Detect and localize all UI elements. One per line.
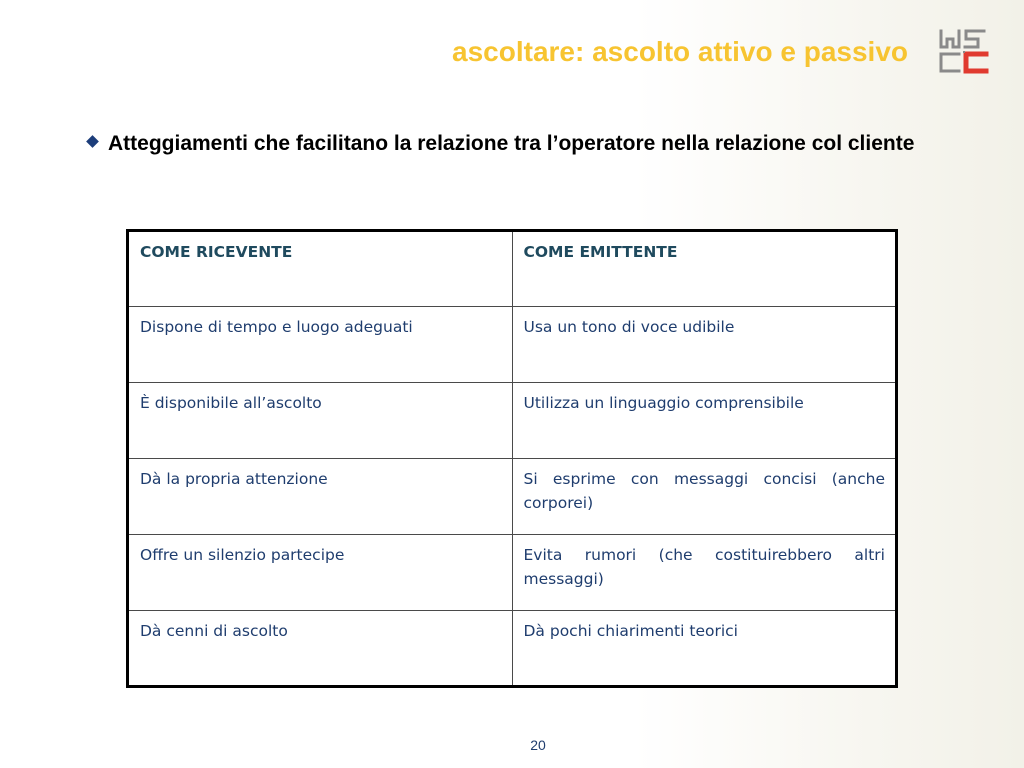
table-row <box>128 611 897 687</box>
bullet-item <box>88 130 920 158</box>
table-header-row <box>128 231 897 307</box>
table-row <box>128 535 897 611</box>
table-row <box>128 307 897 383</box>
attitudes-table <box>126 229 898 688</box>
table-row <box>128 383 897 459</box>
bullet-text: Atteggiamenti che facilitano la relazione tra l’operatore nella relazione col cliente <box>108 132 915 155</box>
table-cell: Usa un tono di voce udibile <box>512 307 897 383</box>
header-cell-emittente: COME EMITTENTE <box>512 231 897 307</box>
page-number: 20 <box>530 737 546 753</box>
table-cell: Evita rumori (che costituirebbero altri messaggi) <box>512 535 897 611</box>
table-cell: Offre un silenzio partecipe <box>128 535 513 611</box>
slide-title: ascoltare: ascolto attivo e passivo <box>452 36 908 67</box>
table-cell: Si esprime con messaggi concisi (anche corporei) <box>512 459 897 535</box>
table-cell: Dà la propria attenzione <box>128 459 513 535</box>
wsc-logo-icon <box>938 28 990 74</box>
table-cell: Dà cenni di ascolto <box>128 611 513 687</box>
table-cell: Dispone di tempo e luogo adeguati <box>128 307 513 383</box>
header-cell-ricevente: COME RICEVENTE <box>128 231 513 307</box>
diamond-bullet-icon <box>86 135 99 148</box>
table-cell: Utilizza un linguaggio comprensibile <box>512 383 897 459</box>
table-cell: Dà pochi chiarimenti teorici <box>512 611 897 687</box>
table-row <box>128 459 897 535</box>
table-cell: È disponibile all’ascolto <box>128 383 513 459</box>
